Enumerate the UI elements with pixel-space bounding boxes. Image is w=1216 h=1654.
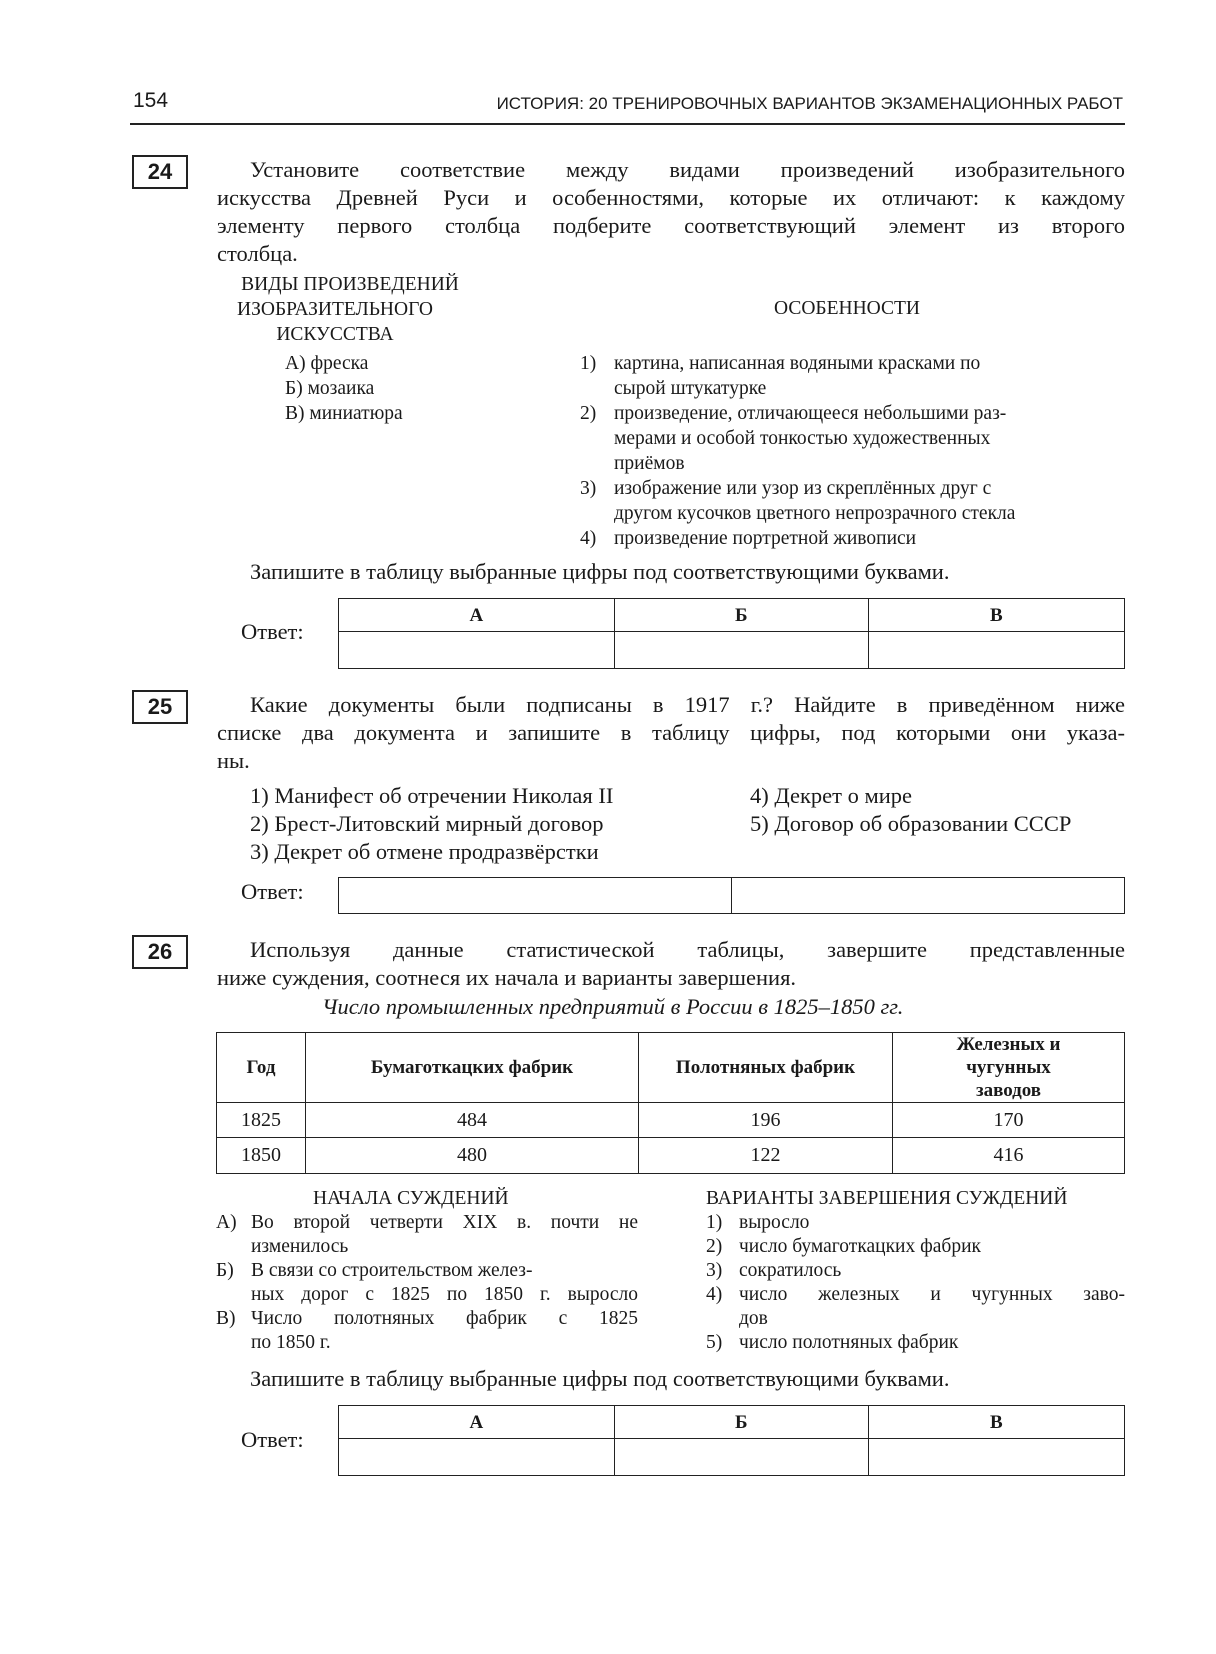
q25-text-line: списке два документа и запишите в таблицу цифры, под которыми они указа-: [217, 720, 1125, 745]
answer-cell-a[interactable]: [339, 1439, 615, 1476]
q25-options-col2: [750, 782, 1071, 838]
header-line: ИСКУССТВА: [276, 324, 394, 345]
item-line: произведение портретной живописи: [614, 528, 917, 549]
item-number: 4): [706, 1284, 723, 1305]
column-b: Б: [614, 1406, 868, 1439]
item-line: Число полотняных фабрик с 1825: [251, 1308, 638, 1329]
q24-instruction: Запишите в таблицу выбранные цифры под соответствующими буквами.: [250, 559, 950, 584]
q24-text-line: столбца.: [217, 241, 298, 266]
q24-right-items: [580, 351, 1016, 551]
item-letter: В): [216, 1308, 236, 1329]
list-item: [580, 476, 1016, 526]
answer-cell-2[interactable]: [732, 878, 1125, 914]
q24-left-items: [285, 351, 403, 426]
item-number: 1): [706, 1212, 723, 1233]
item-number: 1): [580, 353, 597, 374]
item-number: 4): [580, 528, 597, 549]
q24-right-header: ОСОБЕННОСТИ: [774, 298, 921, 319]
item-number: 2): [580, 403, 597, 424]
item-line: число бумаготкацких фабрик: [739, 1236, 981, 1257]
column-a: А: [339, 1406, 615, 1439]
item-number: 3): [580, 478, 597, 499]
header-line: ИЗОБРАЗИТЕЛЬНОГО: [237, 299, 433, 320]
q26-left-items: [216, 1211, 638, 1355]
item-letter: А): [216, 1212, 237, 1233]
column-a: А: [339, 599, 615, 632]
item-line: число железных и чугунных заво-: [739, 1284, 1125, 1305]
question-number-25: 25: [132, 690, 188, 724]
cell: 170: [893, 1103, 1125, 1138]
table-caption: Число промышленных предприятий в России в 1825–1850 гг.: [322, 994, 904, 1019]
answer-cell-a[interactable]: [339, 632, 615, 669]
list-item: [580, 351, 981, 401]
column-v: В: [868, 599, 1124, 632]
header-rule: [130, 123, 1125, 125]
q26-answer-label: Ответ:: [241, 1427, 304, 1452]
item-line: сократилось: [739, 1260, 842, 1281]
header-year: Год: [217, 1033, 306, 1103]
item-line: приёмов: [614, 453, 685, 474]
q26-instruction: Запишите в таблицу выбранные цифры под соответствующими буквами.: [250, 1366, 950, 1391]
answer-cell-v[interactable]: [868, 632, 1124, 669]
option: 1) Манифест об отречении Николая II: [250, 783, 614, 808]
question-number-26: 26: [132, 935, 188, 969]
statistics-table: [216, 1032, 1125, 1174]
item-line: выросло: [739, 1212, 810, 1233]
page-number: 154: [133, 89, 169, 112]
cell: 480: [306, 1138, 639, 1174]
answer-cell-b[interactable]: [614, 632, 868, 669]
item-line: дов: [739, 1308, 768, 1329]
q26-answer-table: [338, 1405, 1125, 1476]
item-line: картина, написанная водяными красками по: [614, 353, 981, 374]
q25-text-line: Какие документы были подписаны в 1917 г.? Найдите в приведённом ниже: [250, 692, 1125, 717]
item-number: 2): [706, 1236, 723, 1257]
q25-text-line: ны.: [217, 748, 250, 773]
question-number-24: 24: [132, 155, 188, 189]
header-linen-mills: Полотняных фабрик: [639, 1033, 893, 1103]
table-row: [217, 1103, 1125, 1138]
item-line: В связи со строительством желез-: [251, 1260, 533, 1281]
q26-right-items: [706, 1211, 1125, 1355]
cell: 1850: [217, 1138, 306, 1174]
list-item: [580, 526, 917, 551]
cell: 196: [639, 1103, 893, 1138]
list-item: [216, 1211, 638, 1259]
item-line: число полотняных фабрик: [739, 1332, 959, 1353]
item-line: изображение или узор из скреплённых друг с: [614, 478, 992, 499]
answer-cell-1[interactable]: [339, 878, 732, 914]
list-item: [706, 1283, 1125, 1331]
q25-options-col1: [250, 782, 613, 866]
list-item: [216, 1259, 638, 1307]
list-item: [706, 1235, 1125, 1259]
header-paper-mills: Бумаготкацких фабрик: [306, 1033, 639, 1103]
column-b: Б: [614, 599, 868, 632]
q24-left-header: [220, 272, 480, 347]
q24-text-line: искусства Древней Руси и особенностями, которые их отличают: к каждому: [217, 185, 1125, 210]
list-item: А) фреска: [285, 353, 369, 374]
q24-text-line: Установите соответствие между видами произведений изобразительного: [250, 157, 1125, 182]
q24-text-line: элементу первого столбца подберите соответствующий элемент из второго: [217, 213, 1125, 238]
q24-answer-table: [338, 598, 1125, 669]
item-number: 3): [706, 1260, 723, 1281]
list-item: [216, 1307, 638, 1355]
cell: 1825: [217, 1103, 306, 1138]
q26-text-line: ниже суждения, соотнеся их начала и варианты завершения.: [217, 965, 797, 990]
item-line: сырой штукатурке: [614, 378, 767, 399]
option: 2) Брест-Литовский мирный договор: [250, 811, 604, 836]
cell: 484: [306, 1103, 639, 1138]
item-line: изменилось: [251, 1236, 349, 1257]
q26-text-line: Используя данные статистической таблицы, завершите представленные: [250, 937, 1125, 962]
header-line: ВИДЫ ПРОИЗВЕДЕНИЙ: [241, 274, 459, 295]
cell: 122: [639, 1138, 893, 1174]
option: 5) Договор об образовании СССР: [750, 811, 1072, 836]
item-line: мерами и особой тонкостью художественных: [614, 428, 991, 449]
item-line: по 1850 г.: [251, 1332, 331, 1353]
list-item: Б) мозаика: [285, 378, 375, 399]
option: 3) Декрет об отмене продразвёрстки: [250, 839, 599, 864]
column-v: В: [868, 1406, 1124, 1439]
q26-left-header: НАЧАЛА СУЖДЕНИЙ: [313, 1188, 509, 1209]
list-item: [706, 1331, 1125, 1355]
running-title: ИСТОРИЯ: 20 ТРЕНИРОВОЧНЫХ ВАРИАНТОВ ЭКЗАМЕНАЦИОННЫХ РАБОТ: [496, 94, 1123, 113]
q26-right-header: ВАРИАНТЫ ЗАВЕРШЕНИЯ СУЖДЕНИЙ: [706, 1188, 1068, 1209]
list-item: [580, 401, 1007, 476]
table-row: [217, 1138, 1125, 1174]
item-letter: Б): [216, 1260, 234, 1281]
cell: 416: [893, 1138, 1125, 1174]
header-iron-works: Железных и чугунных заводов: [893, 1033, 1125, 1103]
q25-answer-table: [338, 877, 1125, 914]
answer-cell-b[interactable]: [614, 1439, 868, 1476]
list-item: [706, 1211, 1125, 1235]
item-line: другом кусочков цветного непрозрачного стекла: [614, 503, 1016, 524]
item-number: 5): [706, 1332, 723, 1353]
option: 4) Декрет о мире: [750, 783, 912, 808]
item-line: произведение, отличающееся небольшими раз-: [614, 403, 1007, 424]
item-line: ных дорог с 1825 по 1850 г. выросло: [251, 1284, 638, 1305]
answer-cell-v[interactable]: [868, 1439, 1124, 1476]
q25-answer-label: Ответ:: [241, 879, 304, 904]
list-item: [706, 1259, 1125, 1283]
q24-answer-label: Ответ:: [241, 619, 304, 644]
item-line: Во второй четверти XIX в. почти не: [251, 1212, 638, 1233]
list-item: В) миниатюра: [285, 403, 403, 424]
